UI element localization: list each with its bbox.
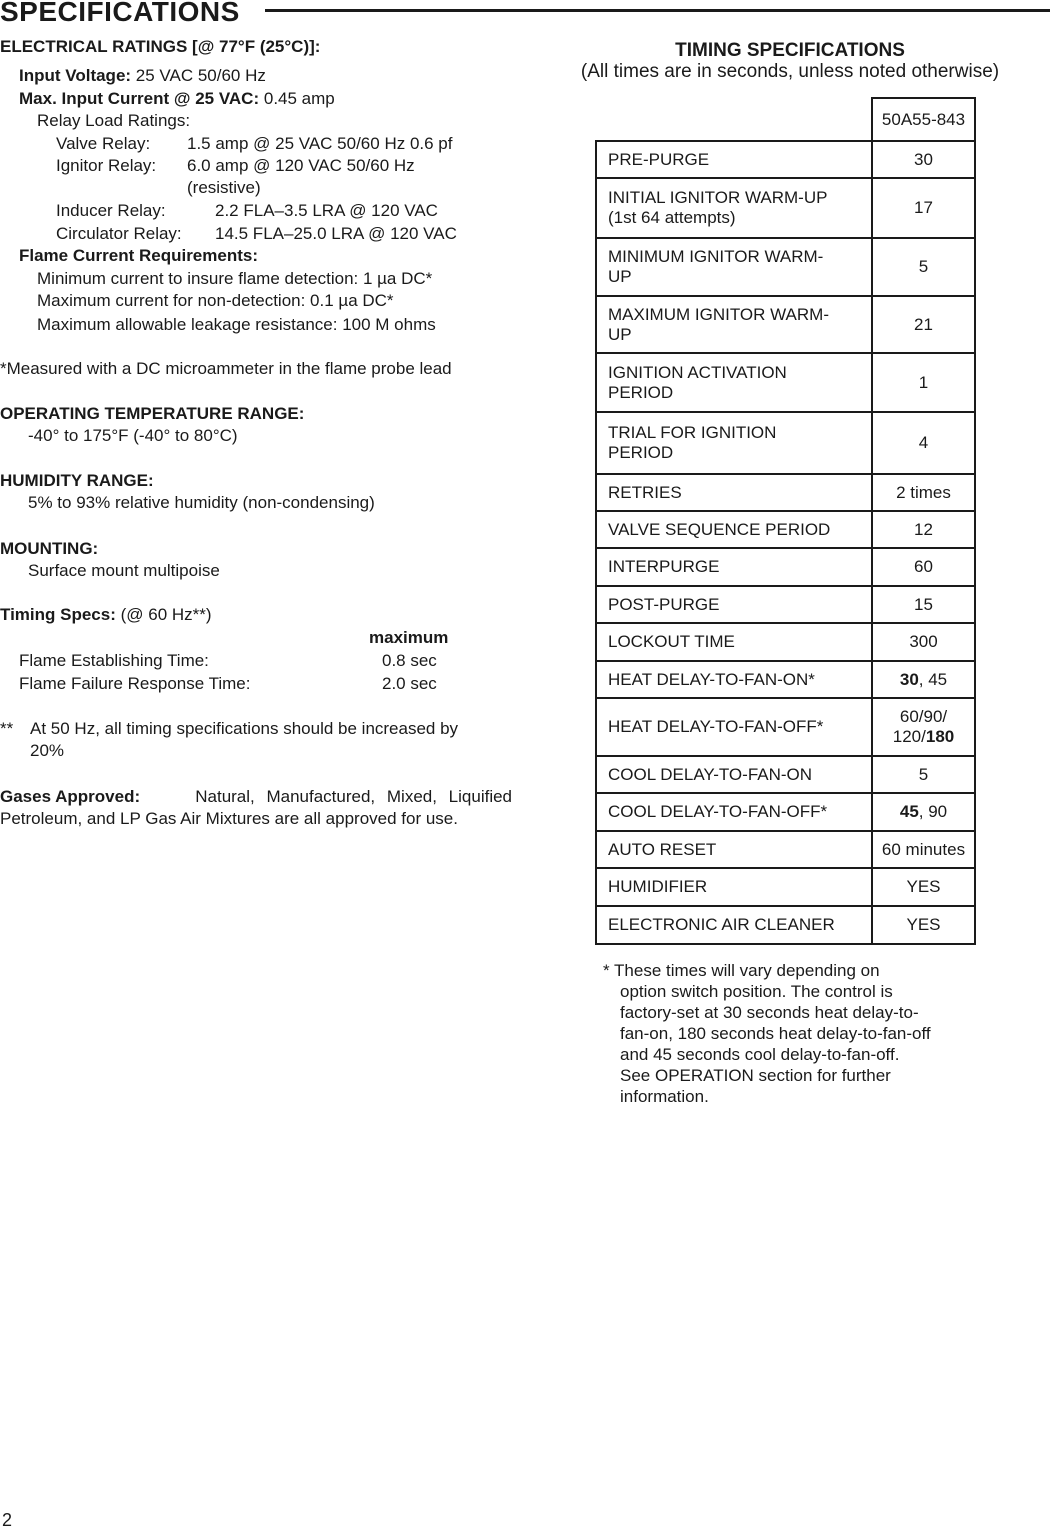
- row-name: ELECTRONIC AIR CLEANER: [596, 906, 872, 944]
- ignitor-relay-value-cont: (resistive): [187, 178, 261, 197]
- row-name: COOL DELAY-TO-FAN-OFF*: [596, 793, 872, 831]
- page-title: SPECIFICATIONS: [0, 0, 240, 27]
- row-value-bold: 45: [899, 802, 919, 821]
- row-value: 4: [872, 412, 975, 474]
- row-value: YES: [872, 906, 975, 944]
- inducer-relay-label: Inducer Relay:: [56, 201, 166, 220]
- footnote-line1: * These times will vary depending on: [603, 961, 880, 980]
- table-row: [596, 548, 975, 586]
- timing-specs-value: (@ 60 Hz**): [120, 605, 212, 624]
- table-row: [596, 698, 975, 756]
- table-row: [596, 412, 975, 474]
- row-value: 5: [872, 238, 975, 296]
- row-value-line2: 120/: [892, 727, 926, 746]
- title-rule: [265, 9, 1050, 12]
- gases-line1: [0, 787, 512, 807]
- row-value: 300: [872, 623, 975, 661]
- row-name-line1: IGNITION ACTIVATION: [608, 362, 787, 382]
- flame-min-current: Minimum current to insure flame detection: 1 µa DC*: [37, 269, 433, 288]
- ignitor-relay-value: 6.0 amp @ 120 VAC 50/60 Hz: [187, 156, 415, 175]
- valve-relay-value: 1.5 amp @ 25 VAC 50/60 Hz 0.6 pf: [187, 134, 453, 153]
- timing-title: TIMING SPECIFICATIONS: [675, 40, 905, 61]
- mounting-value: Surface mount multipoise: [28, 561, 220, 580]
- row-name: [596, 412, 872, 474]
- row-name: POST-PURGE: [596, 586, 872, 623]
- row-value: 21: [872, 296, 975, 353]
- gases-label: Gases Approved:: [0, 787, 141, 806]
- row-value: 17: [872, 178, 975, 238]
- table-row: [596, 238, 975, 296]
- row-name: [596, 238, 872, 296]
- humidity-value: 5% to 93% relative humidity (non-condensing): [28, 493, 375, 512]
- row-value: 60: [872, 548, 975, 586]
- row-value-bold: 30: [899, 669, 919, 689]
- table-header-row: [596, 98, 975, 141]
- relay-load-heading: Relay Load Ratings:: [37, 111, 191, 130]
- flame-establishing-value: 0.8 sec: [382, 651, 437, 670]
- electrical-heading: ELECTRICAL RATINGS [@ 77°F (25°C)]:: [0, 37, 321, 56]
- page-number: 2: [2, 1510, 13, 1530]
- hz-note-line2: 20%: [30, 741, 65, 760]
- row-name: [596, 296, 872, 353]
- measured-note: *Measured with a DC microammeter in the flame probe lead: [0, 359, 452, 378]
- header-blank-cell: [596, 98, 872, 141]
- row-value-rest: , 45: [918, 669, 948, 689]
- table-row: [596, 868, 975, 906]
- table-row: [596, 474, 975, 511]
- row-value-line2-bold: 180: [925, 727, 955, 746]
- table-row: [596, 906, 975, 944]
- row-value: 30: [872, 141, 975, 178]
- flame-current-heading: Flame Current Requirements:: [19, 246, 258, 265]
- row-name: LOCKOUT TIME: [596, 623, 872, 661]
- circulator-relay-label: Circulator Relay:: [56, 224, 182, 243]
- table-row: [596, 831, 975, 868]
- row-name: AUTO RESET: [596, 831, 872, 868]
- maximum-label: maximum: [369, 628, 449, 647]
- input-voltage: [19, 66, 266, 86]
- row-name: HEAT DELAY-TO-FAN-OFF*: [596, 698, 872, 756]
- row-value: YES: [872, 868, 975, 906]
- row-name-line1: MINIMUM IGNITOR WARM-: [608, 247, 824, 266]
- row-name: INTERPURGE: [596, 548, 872, 586]
- circulator-relay-value: 14.5 FLA–25.0 LRA @ 120 VAC: [215, 224, 457, 243]
- row-value: 2 times: [872, 474, 975, 511]
- row-name-line2: UP: [608, 267, 632, 286]
- hz-note-line1: At 50 Hz, all timing specifications should be increased by: [30, 719, 459, 738]
- row-name: [596, 353, 872, 412]
- table-row: [596, 296, 975, 353]
- table-row: [596, 756, 975, 793]
- table-row: [596, 661, 975, 698]
- row-name: HUMIDIFIER: [596, 868, 872, 906]
- model-number: 50A55-843: [872, 98, 975, 141]
- timing-table: [595, 97, 976, 945]
- gases-value: Natural, Manufactured, Mixed, Liquified: [195, 787, 512, 806]
- row-name-line2: PERIOD: [608, 382, 674, 402]
- timing-specs: [0, 605, 212, 625]
- table-row: [596, 178, 975, 238]
- input-voltage-label: Input Voltage:: [19, 66, 132, 85]
- row-value: [872, 661, 975, 698]
- row-value-line1: 60/90/: [899, 707, 948, 726]
- row-value: 60 minutes: [872, 831, 975, 868]
- op-temp-value: -40° to 175°F (-40° to 80°C): [28, 426, 238, 445]
- row-name: [596, 178, 872, 238]
- timing-specs-label: Timing Specs:: [0, 605, 116, 624]
- row-name-line2: UP: [608, 324, 632, 344]
- table-row: [596, 141, 975, 178]
- table-row: [596, 586, 975, 623]
- row-name: RETRIES: [596, 474, 872, 511]
- mounting-heading: MOUNTING:: [0, 539, 99, 558]
- valve-relay-label: Valve Relay:: [56, 134, 151, 153]
- row-name-line2: PERIOD: [608, 443, 674, 462]
- ignitor-relay-label: Ignitor Relay:: [56, 156, 157, 175]
- humidity-heading: HUMIDITY RANGE:: [0, 471, 154, 490]
- flame-establishing-label: Flame Establishing Time:: [19, 651, 209, 670]
- max-current: [19, 89, 335, 109]
- row-name-line1: INITIAL IGNITOR WARM-UP: [608, 188, 828, 207]
- footnote-body: option switch position. The control is factory-set at 30 seconds heat delay-to-fan-on, 180 seconds heat delay-to-fan-off and 45 seconds cool delay-to-fan-off. See OPERATION section for further information.: [620, 982, 931, 1106]
- row-value: [872, 698, 975, 756]
- row-value: 12: [872, 511, 975, 548]
- row-value: 1: [872, 353, 975, 412]
- row-value: [872, 793, 975, 831]
- flame-leakage: Maximum allowable leakage resistance: 100 M ohms: [37, 315, 436, 334]
- row-name: HEAT DELAY-TO-FAN-ON*: [596, 661, 872, 698]
- row-name: VALVE SEQUENCE PERIOD: [596, 511, 872, 548]
- inducer-relay-value: 2.2 FLA–3.5 LRA @ 120 VAC: [215, 201, 438, 220]
- max-current-value: 0.45 amp: [263, 89, 335, 108]
- timing-footnote: [603, 960, 933, 1107]
- timing-subtitle: (All times are in seconds, unless noted otherwise): [580, 61, 1000, 82]
- table-row: [596, 623, 975, 661]
- input-voltage-value: 25 VAC 50/60 Hz: [135, 66, 266, 85]
- row-value: 15: [872, 586, 975, 623]
- flame-max-current: Maximum current for non-detection: 0.1 µa DC*: [37, 291, 394, 310]
- table-row: [596, 353, 975, 412]
- table-row: [596, 511, 975, 548]
- row-name: PRE-PURGE: [596, 141, 872, 178]
- flame-failure-value: 2.0 sec: [382, 674, 437, 693]
- row-name-line1: MAXIMUM IGNITOR WARM-: [608, 304, 829, 324]
- gases-line2: Petroleum, and LP Gas Air Mixtures are all approved for use.: [0, 809, 458, 828]
- row-value: 5: [872, 756, 975, 793]
- table-row: [596, 793, 975, 831]
- row-name-line1: TRIAL FOR IGNITION: [608, 423, 777, 442]
- hz-note-mark: **: [0, 719, 14, 738]
- row-name: COOL DELAY-TO-FAN-ON: [596, 756, 872, 793]
- max-current-label: Max. Input Current @ 25 VAC:: [19, 89, 260, 108]
- row-value-rest: , 90: [918, 802, 948, 821]
- op-temp-heading: OPERATING TEMPERATURE RANGE:: [0, 404, 305, 423]
- row-name-line2: (1st 64 attempts): [608, 208, 736, 227]
- flame-failure-label: Flame Failure Response Time:: [19, 674, 251, 693]
